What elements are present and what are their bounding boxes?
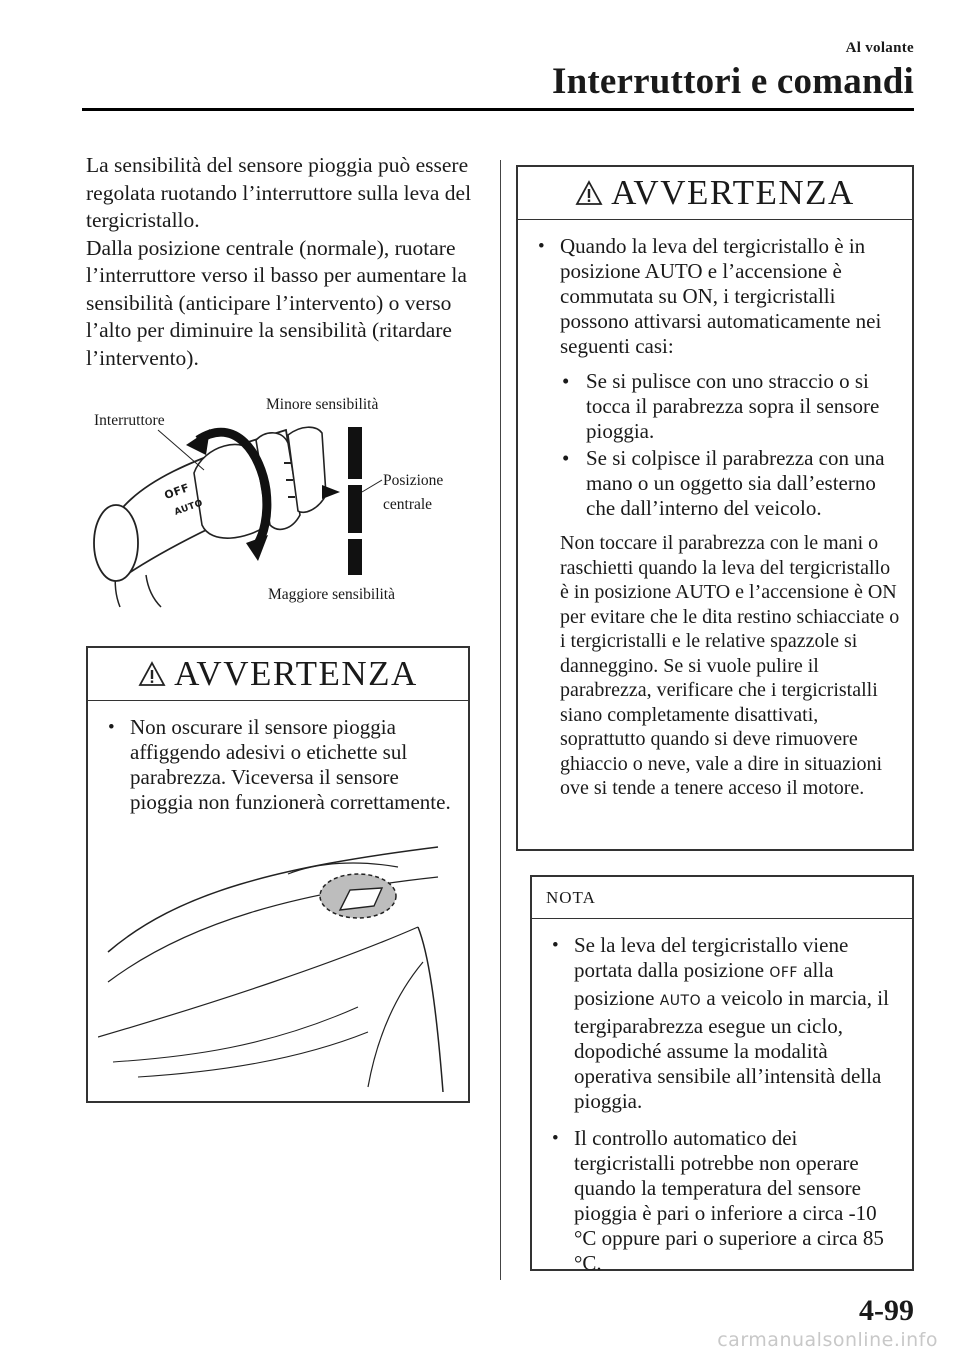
bullet-icon: • <box>552 935 559 956</box>
warning-sub-text-1: Se si pulisce con uno straccio o si tocca il parabrezza sopra il sensore pioggia. <box>586 369 880 443</box>
nota-bullet-2: Il controllo automatico dei tergicristalli potrebbe non operare quando la temperatura del sensore pioggia è pari o inferiore a circa -10 °C oppure pari o superiore a circa 85 °C. <box>574 1126 884 1275</box>
nota-bullet-1: Se la leva del tergicristallo viene portata dalla posizione OFF alla posizione AUTO a veicolo in marcia, il tergiparabrezza esegue un ciclo, dopodiché assume la modalità operativa sensibile all’intensità della pioggia. <box>574 933 889 1113</box>
bullet-icon: • <box>108 717 115 738</box>
label-more-sensitivity: Maggiore sensibilità <box>268 586 395 603</box>
intro-text <box>86 152 486 372</box>
bullet-icon: • <box>538 236 545 257</box>
warning-header <box>518 167 912 220</box>
intro-paragraph-2: Dalla posizione centrale (normale), ruotare l’interruttore verso il basso per aumentare la sensibilità (anticipare l’intervento) o verso l’alto per diminuire la sensibilità (ritardare l’intervento). <box>86 235 467 370</box>
watermark: carmanualsonline.info <box>717 1329 938 1351</box>
warning-box-right <box>516 165 914 851</box>
warning-header <box>88 648 468 701</box>
warning-triangle-icon <box>138 661 166 687</box>
warning-title: AVVERTENZA <box>174 654 418 693</box>
car-windshield-illustration <box>98 832 458 1102</box>
list-item <box>552 1126 900 1276</box>
bullet-icon: • <box>552 1128 559 1149</box>
warning-bullet-text: Quando la leva del tergicristallo è in posizione AUTO e l’accensione è commutata su ON, i tergicristalli possono attivarsi automaticamente nei seguenti casi: <box>560 234 882 358</box>
warning-sub-text-2: Se si colpisce il parabrezza con una mano o un oggetto sia dall’esterno che dall’interno del veicolo. <box>586 446 885 520</box>
warning-title: AVVERTENZA <box>611 173 855 212</box>
warning-note-paragraph: Non toccare il parabrezza con le mani o raschietti quando la leva del tergicristallo è in posizione AUTO e l’accensione è ON per evitare che le dita restino schiacciate o i tergicristalli e le relative spazzole si danneggino. Se si vuole pulire il parabrezza, verificare che i tergicristalli siano completamente disattivati, soprattutto quando si deve rimuovere ghiaccio o neve, vale a dire in situazioni ove si tende a tenere acceso il motore. <box>560 532 900 799</box>
nota-title: NOTA <box>532 877 912 919</box>
list-item <box>108 715 456 815</box>
list-item <box>538 369 900 444</box>
page-number: 4-99 <box>859 1294 914 1327</box>
label-less-sensitivity: Minore sensibilità <box>266 396 379 413</box>
warning-bullet-text: Non oscurare il sensore pioggia affiggendo adesivi o etichette sul parabrezza. Viceversa il sensore pioggia non funzionerà correttamente. <box>130 715 451 814</box>
label-center-1: Posizione <box>383 472 444 489</box>
header-section: Al volante <box>845 40 914 56</box>
nota-box <box>530 875 914 1275</box>
column-divider <box>500 160 501 1280</box>
auto-label: AUTO <box>659 993 702 1009</box>
intro-paragraph-1: La sensibilità del sensore pioggia può essere regolata ruotando l’interruttore sulla leva del tergicristallo. <box>86 153 472 232</box>
warning-box-left <box>86 646 470 1103</box>
label-center-2: centrale <box>383 496 433 513</box>
page-title: Interruttori e comandi <box>552 61 914 102</box>
warning-triangle-icon <box>575 180 603 206</box>
label-switch: Interruttore <box>94 412 165 429</box>
list-item <box>538 446 900 521</box>
bullet-icon: • <box>562 369 570 393</box>
wiper-lever-figure <box>86 385 476 615</box>
off-label: OFF <box>769 965 798 981</box>
header-rule <box>82 108 914 111</box>
list-item <box>552 933 900 1114</box>
lever-off-label: OFF <box>162 480 192 503</box>
bullet-icon: • <box>562 446 570 470</box>
list-item <box>538 234 900 359</box>
lever-auto-label: AUTO <box>173 498 205 518</box>
